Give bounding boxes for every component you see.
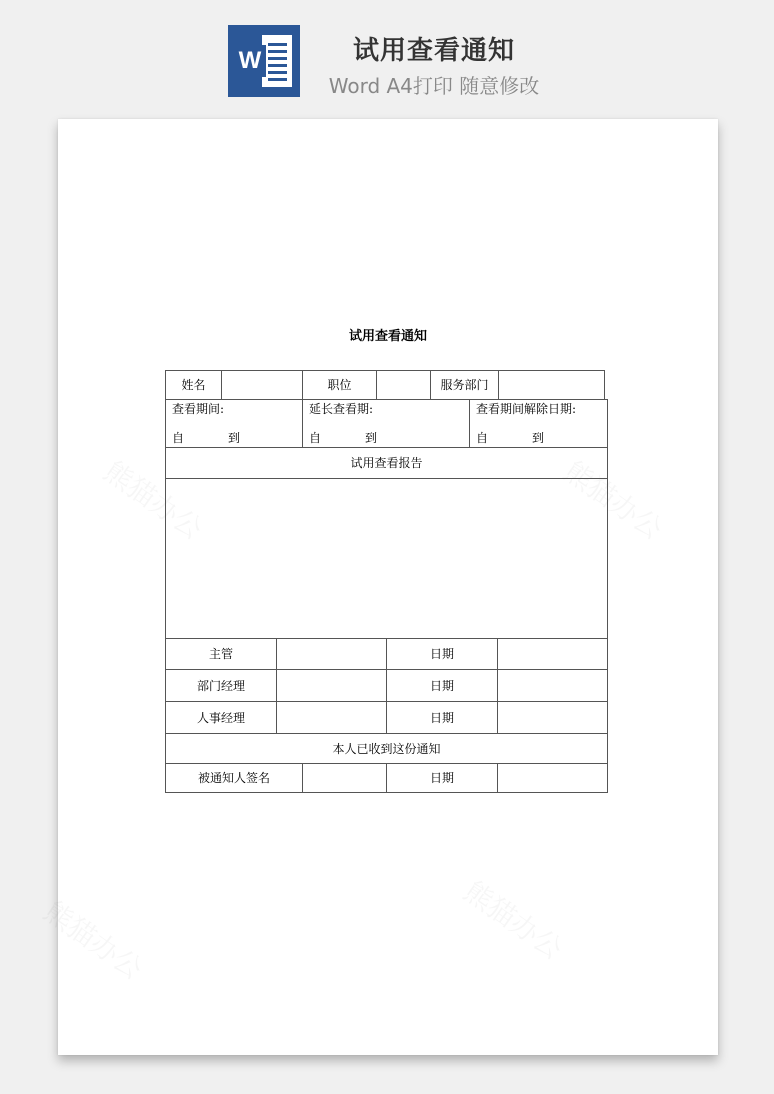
watermark xyxy=(457,870,572,967)
date-label: 日期 xyxy=(386,763,498,793)
word-logo-letter: W xyxy=(234,45,266,77)
position-field[interactable] xyxy=(376,370,431,400)
probation-period-cell[interactable]: 查看期间: 自 到 xyxy=(165,399,303,448)
hr-manager-date-field[interactable] xyxy=(497,701,608,734)
supervisor-label: 主管 xyxy=(165,638,277,670)
position-label: 职位 xyxy=(302,370,377,400)
supervisor-date-field[interactable] xyxy=(497,638,608,670)
hr-manager-label: 人事经理 xyxy=(165,701,277,734)
release-date-cell[interactable]: 查看期间解除日期: 自 到 xyxy=(469,399,608,448)
date-label: 日期 xyxy=(386,701,498,734)
dept-manager-signature-field[interactable] xyxy=(276,669,387,702)
report-body[interactable] xyxy=(165,478,608,639)
document-page xyxy=(58,119,718,1055)
document-title: 试用查看通知 xyxy=(348,329,427,344)
notified-date-field[interactable] xyxy=(497,763,608,793)
header-title: 试用查看通知 xyxy=(352,36,515,66)
extended-period-cell[interactable]: 延长查看期: 自 到 xyxy=(302,399,470,448)
dept-label: 服务部门 xyxy=(430,370,499,400)
page-header xyxy=(0,0,774,110)
watermark xyxy=(37,890,152,987)
header-subtitle: Word A4打印 随意修改 xyxy=(328,74,540,98)
dept-manager-date-field[interactable] xyxy=(497,669,608,702)
notified-signature-label: 被通知人签名 xyxy=(165,763,303,793)
dept-field[interactable] xyxy=(498,370,605,400)
report-label: 试用查看报告 xyxy=(165,447,608,479)
date-label: 日期 xyxy=(386,669,498,702)
notified-signature-field[interactable] xyxy=(302,763,387,793)
dept-manager-label: 部门经理 xyxy=(165,669,277,702)
hr-manager-signature-field[interactable] xyxy=(276,701,387,734)
name-field[interactable] xyxy=(221,370,303,400)
name-label: 姓名 xyxy=(165,370,222,400)
document-lines-icon xyxy=(262,35,292,87)
acknowledgement-label: 本人已收到这份通知 xyxy=(165,733,608,764)
word-icon xyxy=(228,25,300,97)
supervisor-signature-field[interactable] xyxy=(276,638,387,670)
date-label: 日期 xyxy=(386,638,498,670)
